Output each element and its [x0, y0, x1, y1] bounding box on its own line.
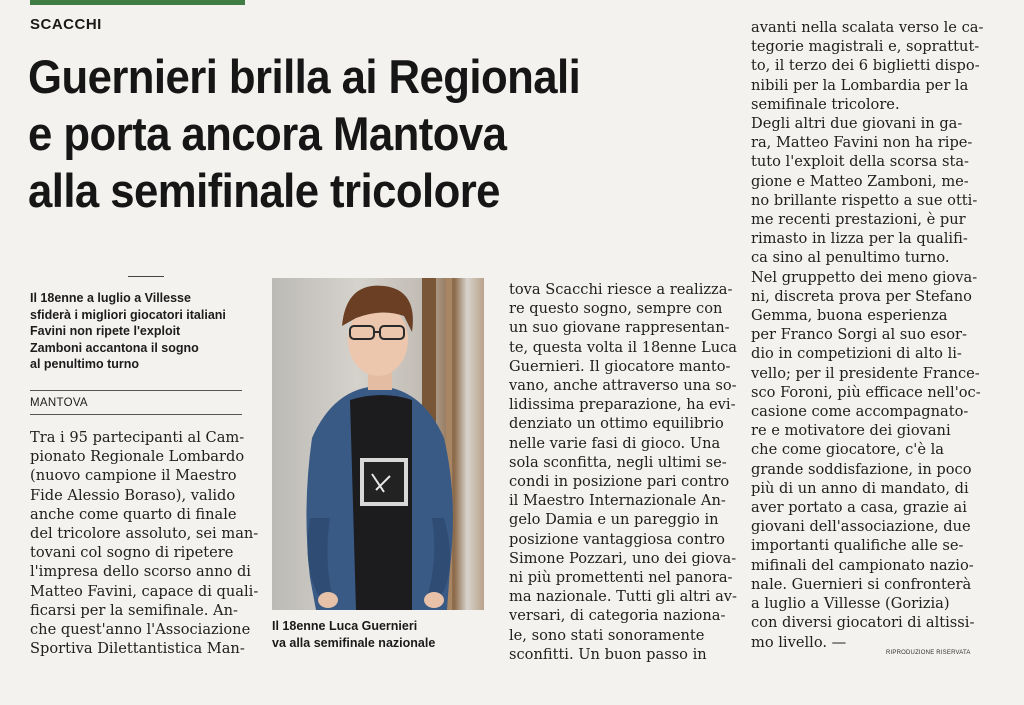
dateline-rule — [30, 390, 242, 391]
text-line: denziato un ottimo equilibrio — [509, 415, 724, 433]
portrait-illustration — [272, 278, 484, 610]
caption-line: Il 18enne Luca Guernieri — [272, 619, 418, 633]
text-line: giovani dell'associazione, due — [751, 518, 971, 536]
copyright-notice: RIPRODUZIONE RISERVATA — [886, 650, 971, 656]
summary-line: Zamboni accantona il sogno — [30, 340, 199, 355]
summary-line: sfiderà i migliori giocatori italiani — [30, 307, 226, 322]
text-line: Fide Alessio Boraso), valido — [30, 486, 236, 504]
text-line: mifinali del campionato nazio- — [751, 556, 974, 574]
text-line: Sportiva Dilettantistica Man- — [30, 640, 245, 658]
text-line: lidissima preparazione, ha evi- — [509, 396, 736, 414]
text-line: gelo Damia e un pareggio in — [509, 511, 719, 529]
text-line: casione come accompagnato- — [751, 403, 969, 421]
text-line: l'impresa dello scorso anno di — [30, 563, 251, 581]
summary-line: Il 18enne a luglio a Villesse — [30, 291, 191, 305]
text-line: Matteo Favini, capace di quali- — [30, 582, 259, 600]
text-line: importanti qualifiche alle se- — [751, 537, 964, 555]
dateline: MANTOVA — [30, 397, 88, 409]
text-line: Gemma, buona esperienza — [751, 307, 948, 325]
text-line: me recenti prestazioni, è pur — [751, 211, 966, 229]
text-line: sconfitti. Un buon passo in — [509, 645, 707, 663]
text-line: grande soddisfazione, in poco — [751, 460, 972, 478]
text-line: ni più promettenti nel panora- — [509, 569, 733, 587]
text-line: condi in posizione pari contro — [509, 473, 730, 491]
text-line: Guernieri. Il giocatore manto- — [509, 357, 731, 375]
section-label: SCACCHI — [30, 16, 102, 33]
summary-line: al penultimo turno — [30, 357, 140, 371]
text-line: Nel gruppetto dei meno giova- — [751, 268, 978, 286]
text-line: vello; per il presidente France- — [751, 364, 980, 382]
text-line: ca sino al penultimo turno. — [751, 249, 950, 267]
text-line: aver portato a casa, grazie ai — [751, 499, 967, 517]
text-line: per Franco Sorgi al suo esor- — [751, 326, 967, 344]
text-line: Tra i 95 partecipanti al Cam- — [30, 429, 245, 446]
text-line: re e motivatore dei giovani — [751, 422, 951, 440]
photo-caption — [272, 618, 487, 652]
text-line: vano, anche attraverso una so- — [509, 377, 737, 395]
headline-line: Guernieri brilla ai Regionali — [28, 50, 581, 103]
text-line: il Maestro Internazionale An- — [509, 492, 726, 510]
article-column-3 — [751, 18, 984, 652]
text-line: tovani col sogno di ripetere — [30, 544, 234, 562]
text-line: nale. Guernieri si confronterà — [751, 575, 972, 593]
summary-divider — [128, 276, 164, 277]
text-line: sco Foroni, più efficace nell'oc- — [751, 383, 981, 401]
text-line: anche come quarto di finale — [30, 505, 237, 523]
text-line: (nuovo campione il Maestro — [30, 467, 237, 485]
text-line: ra, Matteo Favini non ha ripe- — [751, 134, 973, 152]
text-line: nelle varie fasi di gioco. Una — [509, 434, 721, 452]
text-line: dio in competizioni di alto li- — [751, 345, 962, 363]
text-line: gione e Matteo Zamboni, me- — [751, 172, 969, 190]
text-line: ma nazionale. Tutti gli altri av- — [509, 588, 737, 606]
text-line: mo livello. — — [751, 633, 847, 651]
text-line: semifinale tricolore. — [751, 95, 900, 113]
text-line: rimasto in lizza per la qualifi- — [751, 230, 968, 248]
text-line: che quest'anno l'Associazione — [30, 621, 251, 639]
dateline-rule — [30, 414, 242, 415]
summary-line: Favini non ripete l'exploit — [30, 324, 181, 338]
text-line: che come giocatore, c'è la — [751, 441, 944, 459]
text-line: sola sconfitta, negli ultimi se- — [509, 453, 727, 471]
text-line: avanti nella scalata verso le ca- — [751, 19, 984, 36]
text-line: pionato Regionale Lombardo — [30, 448, 245, 466]
text-line: tuto l'exploit della scorsa sta- — [751, 153, 969, 171]
section-accent-bar — [30, 0, 245, 5]
article-column-1 — [30, 428, 259, 658]
text-line: te, questa volta il 18enne Luca — [509, 338, 737, 356]
text-line: Simone Pozzari, uno dei giova- — [509, 549, 737, 567]
text-line: Degli altri due giovani in ga- — [751, 115, 963, 133]
text-line: posizione vantaggiosa contro — [509, 530, 725, 548]
article-column-2 — [509, 280, 737, 664]
text-line: le, sono stati sonoramente — [509, 626, 705, 644]
headline-line: e porta ancora Mantova — [28, 107, 507, 160]
text-line: nibili per la Lombardia per la — [751, 76, 969, 94]
caption-line: va alla semifinale nazionale — [272, 636, 436, 650]
portrait-photo — [272, 278, 484, 610]
text-line: to, il terzo dei 6 biglietti dispo- — [751, 57, 980, 75]
text-line: tova Scacchi riesce a realizza- — [509, 281, 733, 298]
text-line: con diversi giocatori di altissi- — [751, 614, 975, 632]
text-line: più di un anno di mandato, di — [751, 479, 969, 497]
headline-line: alla semifinale tricolore — [28, 164, 500, 217]
summary — [30, 290, 270, 373]
text-line: no brillante rispetto a sue otti- — [751, 191, 978, 209]
text-line: versari, di categoria naziona- — [509, 607, 726, 625]
text-line: ficarsi per la semifinale. An- — [30, 601, 238, 619]
headline — [28, 48, 670, 219]
text-line: re questo sogno, sempre con — [509, 300, 723, 318]
text-line: tegorie magistrali e, soprattut- — [751, 38, 980, 56]
text-line: ni, discreta prova per Stefano — [751, 287, 972, 305]
text-line: a luglio a Villesse (Gorizia) — [751, 595, 950, 613]
text-line: un suo giovane rappresentan- — [509, 319, 730, 337]
text-line: del tricolore assoluto, sei man- — [30, 525, 259, 543]
